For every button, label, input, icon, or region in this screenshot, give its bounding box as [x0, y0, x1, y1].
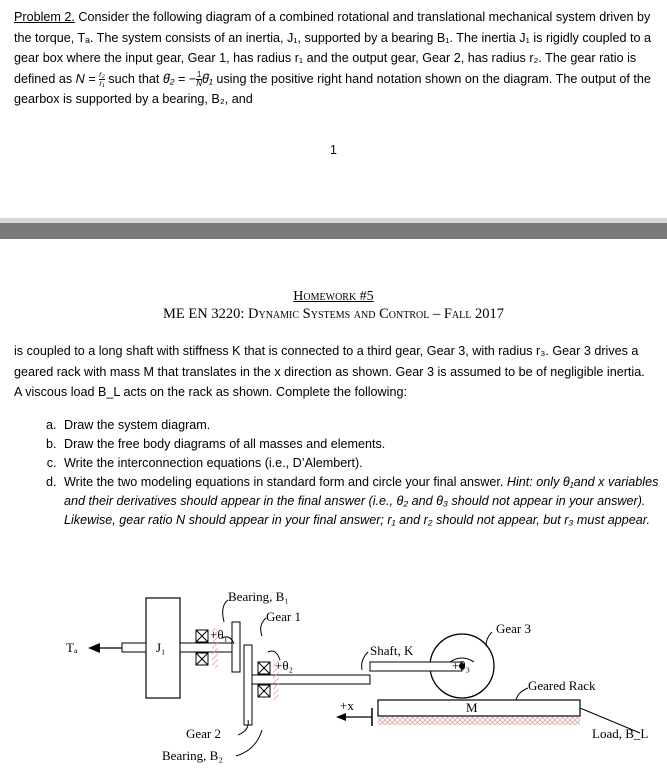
ratio-denominator: r₁	[99, 78, 105, 88]
shaft-to-gear3	[370, 662, 462, 671]
shaft-leader	[362, 652, 368, 670]
label-j1: J₁	[156, 640, 166, 655]
label-theta1: +θ₁	[210, 627, 229, 642]
label-shaft: Shaft, K	[370, 643, 414, 658]
label-mass: M	[466, 700, 478, 715]
label-ta: Tₐ	[66, 640, 78, 655]
inverse-n-denominator: N	[196, 78, 203, 88]
shaft-j1-gear1	[180, 643, 232, 652]
rack-ground	[378, 717, 580, 725]
label-gear3: Gear 3	[496, 621, 532, 636]
label-theta3: +θ₃	[452, 658, 471, 673]
task-b: b. Draw the free body diagrams of all masses and elements.	[60, 435, 660, 454]
torque-arrowhead	[88, 643, 100, 653]
geared-rack-leader	[516, 688, 528, 700]
task-d-hint: Hint: only θ₁and x variables and their derivatives should appear in the final answer (i.e., θ₂ and θ₃ should not appear in your answer). Likewise, gear ratio N should appear in your final answer; r₁ and r₂ should not appear, but r₃ must appear.	[64, 475, 659, 527]
label-load: Load, B_L	[592, 726, 649, 741]
course-title: ME EN 3220: Dynamic Systems and Control – Fall 2017	[163, 306, 504, 322]
label-bearing-b1: Bearing, B₁	[228, 589, 289, 604]
plus-x-arrowhead	[336, 713, 346, 721]
ratio-numerator: r₂	[99, 69, 105, 79]
problem-text-1: Consider the following diagram of a combined rotational and translational mechanical system driven by the torque, Tₐ. The system consists of an inertia, J₁, supported by a bearing B₁. The inertia J₁ is rigidly coupled to a gear box where the input gear, Gear 1, has radius r₁ and the output gear, Gear 2, has radius r₂. The gear ratio is defined as	[14, 10, 651, 86]
theta2-dot: θ̇₂	[162, 71, 175, 86]
input-shaft	[122, 643, 146, 652]
problem-title: Problem 2.	[14, 10, 75, 24]
label-gear2: Gear 2	[186, 726, 222, 741]
page-number: 1	[330, 143, 337, 157]
rack-mass	[378, 700, 580, 716]
continuation-text: is coupled to a long shaft with stiffness K that is connected to a third gear, Gear 3, with radius r₃. Gear 3 drives a geared rack with mass M that translates in the x direction as shown. Gear 3 is assumed to be of negligible inertia. A viscous load B_L acts on the rack as shown. Complete the following:	[14, 344, 645, 399]
gear2-body	[244, 645, 252, 725]
output-shaft-k	[252, 675, 370, 684]
ratio-lhs: N =	[75, 71, 96, 86]
task-a: a. Draw the system diagram.	[60, 416, 660, 435]
label-plus-x: +x	[340, 698, 354, 713]
label-gear1: Gear 1	[266, 609, 302, 624]
problem-text-mid: such that	[104, 71, 163, 86]
task-d-text: Write the two modeling equations in standard form and circle your final answer.	[64, 475, 507, 489]
inverse-n-numerator: 1	[196, 69, 202, 79]
label-theta2: +θ₂	[275, 658, 294, 673]
gear1-body	[232, 622, 240, 672]
theta1-dot: θ̇₁	[202, 71, 213, 86]
label-bearing-b2: Bearing, B₂	[162, 748, 223, 763]
homework-title: Homework #5	[293, 289, 374, 304]
task-c: c. Write the interconnection equations (i.e., D’Alembert).	[60, 454, 660, 473]
label-geared-rack: Geared Rack	[528, 678, 596, 693]
gear3-leader	[486, 632, 492, 646]
equals-minus: = −	[174, 71, 197, 86]
problem-text-2: using the positive right hand notation shown on the diagram. The output of the gearbox is supported by a bearing, B₂, and	[14, 71, 651, 106]
